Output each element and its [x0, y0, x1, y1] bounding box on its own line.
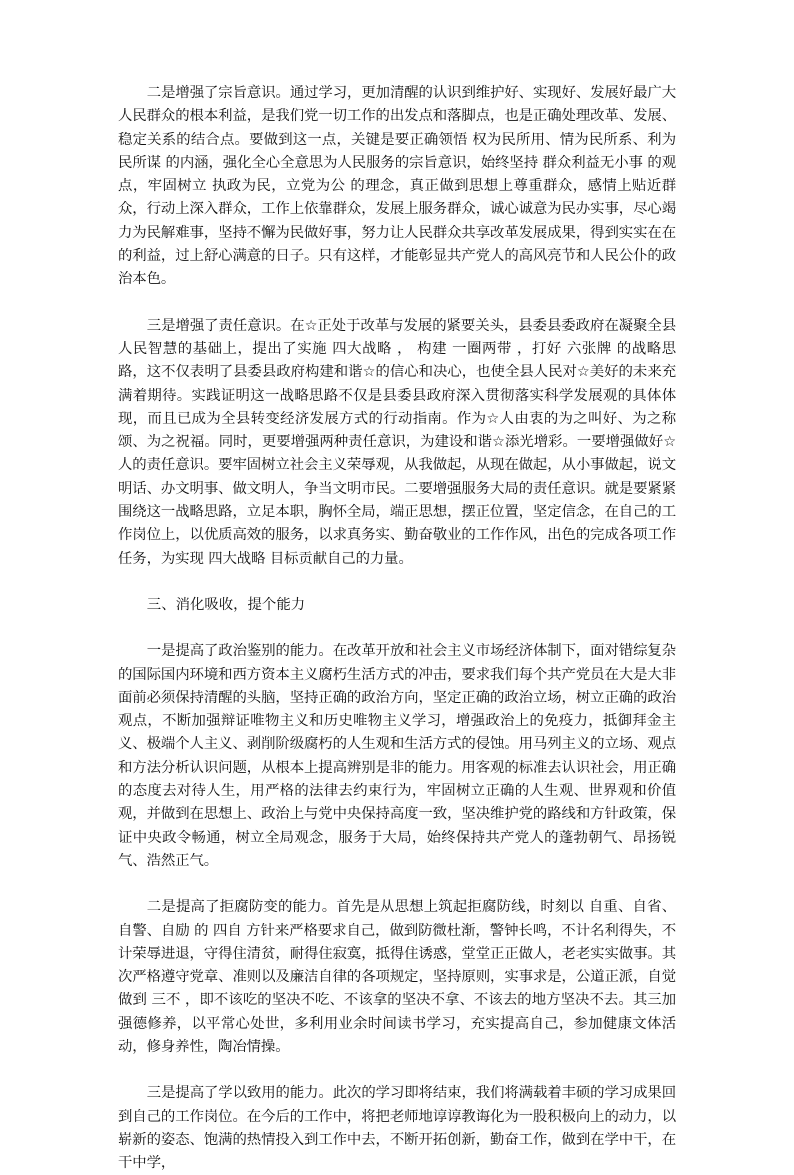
paragraph-gap	[118, 1059, 676, 1082]
paragraph-purpose-awareness: 二是增强了宗旨意识。通过学习，更加清醒的认识到维护好、实现好、发展好最广大人民群众的根本利益，是我们党一切工作的出发点和落脚点，也是正确处理改革、发展、稳定关系的结合点。要做到这一点，关键是要正确领悟 权为民所用、情为民所系、利为民所谋 的内涵，强化全心全意思为人民服务的宗旨意识，始终坚持 群众利益无小事 的观点，牢固树立 执政为民，立党为公 的理念，真正做到思想上尊重群众，感情上贴近群众，行动上深入群众，工作上依靠群众，发展上服务群众，诚心诚意为民办实事，尽心竭力为民解难事，坚持不懈为民做好事，努力让人民群众共享改革发展成果，得到实实在在的利益，过上舒心满意的日子。只有这样，才能彰显共产党人的高风亮节和人民公仆的政治本色。	[118, 85, 676, 288]
paragraph-gap	[118, 873, 676, 896]
section-heading: 三、消化吸收，提个能力	[146, 596, 306, 613]
paragraph-gap	[118, 617, 676, 640]
paragraph-anti-corruption: 二是提高了拒腐防变的能力。首先是从思想上筑起拒腐防线，时刻以 自重、自省、自警、自励 的 四自 方针来严格要求自己，做到防微杜渐，警钟长鸣，不计名利得失，不计荣辱进退，守得住清贫，耐得住寂寞，抵得住诱惑，堂堂正正做人，老老实实做事。其次严格遵守党章、准则以及廉洁自律的各项规定，坚持原则，实事求是，公道正派，自觉做到 三不 ，即不该吃的坚决不吃、不该拿的坚决不拿、不该去的地方坚决不去。其三加强德修养，以平常心处世，多利用业余时间读书学习，充实提高自己，参加健康文体活动，修身养性，陶冶情操。	[118, 899, 676, 1055]
paragraph-apply-learning: 三是提高了学以致用的能力。此次的学习即将结束，我们将满载着丰硕的学习成果回到自己的工作岗位。在今后的工作中，将把老师地谆谆教诲化为一股积极向上的动力，以崭新的姿态、饱满的热情投入到工作中去，不断开拓创新，勤奋工作，做到在学中干，在干中学，	[118, 1085, 676, 1172]
paragraph-responsibility-awareness: 三是增强了责任意识。在☆正处于改革与发展的紧要关头，县委县委政府在凝聚全县人民智慧的基础上，提出了实施 四大战略 ， 构建 一圈两带 ，打好 六张牌 的战略思路，这不仅表明了县委县政府构建和谐☆的信心和决心，也使全县人民对☆美好的未来充满着期待。实践证明这一战略思路不仅是县委县政府深入贯彻落实科学发展观的具体体现，而且已成为全县转变经济发展方式的行动指南。作为☆人由衷的为之叫好、为之称颂、为之祝福。同时，更要增强两种责任意识，为建设和谐☆添光增彩。一要增强做好☆人的责任意识。要牢固树立社会主义荣辱观，从我做起，从现在做起，从小事做起，说文明话、办文明事、做文明人，争当文明市民。二要增强服务大局的责任意识。就是要紧紧围绕这一战略思路，立足本职，胸怀全局，端正思想，摆正位置，坚定信念，在自己的工作岗位上，以优质高效的服务，以求真务实、勤奋敬业的工作作风，出色的完成各项工作任务，为实现 四大战略 目标贡献自己的力量。	[118, 317, 676, 567]
paragraph-gap	[118, 571, 676, 594]
document-body	[118, 82, 676, 1175]
paragraph-gap	[118, 292, 676, 315]
paragraph-political-discernment: 一是提高了政治鉴别的能力。在改革开放和社会主义市场经济体制下，面对错综复杂的国际国内环境和西方资本主义腐朽生活方式的冲击，要求我们每个共产党员在大是大非面前必须保持清醒的头脑，坚持正确的政治方向，坚定正确的政治立场，树立正确的政治观点，不断加强辩证唯物主义和历史唯物主义学习，增强政治上的免疫力，抵御拜金主义、极端个人主义、剥削阶级腐朽的人生观和生活方式的侵蚀。用马列主义的立场、观点和方法分析认识问题，从根本上提高辨别是非的能力。用客观的标准去认识社会，用正确的态度去对待人生，用严格的法律去约束行为，牢固树立正确的人生观、世界观和价值观，并做到在思想上、政治上与党中央保持高度一致，坚决维护党的路线和方针政策，保证中央政令畅通，树立全局观念，服务于大局，始终保持共产党人的蓬勃朝气、昂扬锐气、浩然正气。	[118, 643, 676, 869]
